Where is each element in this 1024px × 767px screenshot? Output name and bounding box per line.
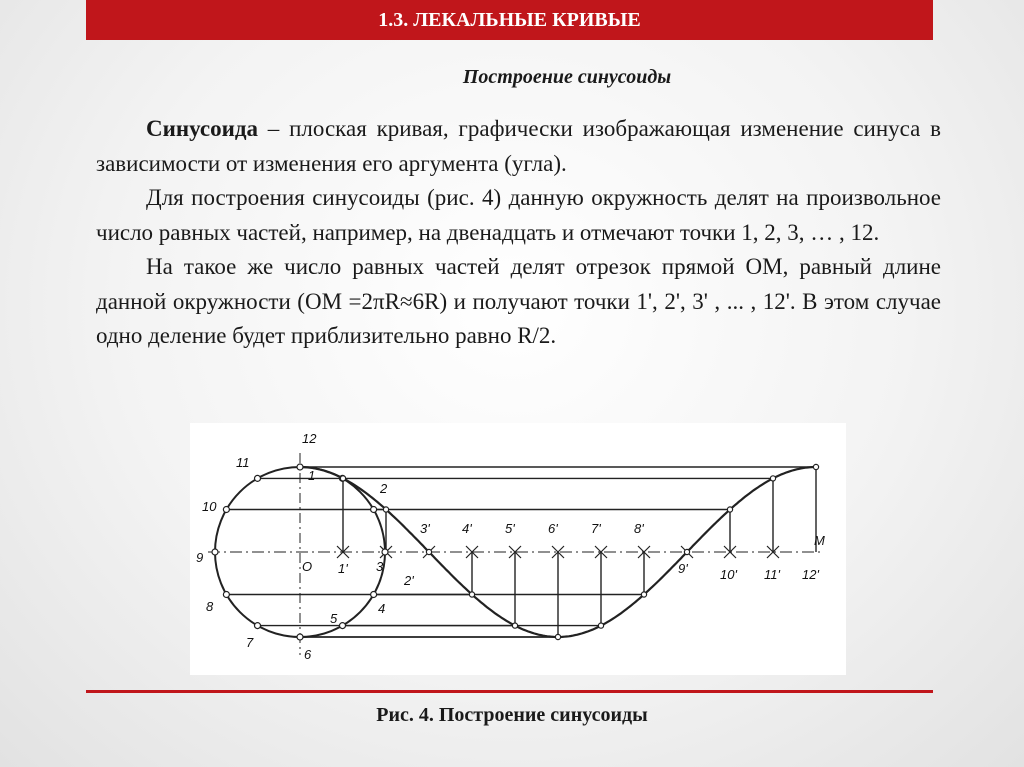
curve-point-2 xyxy=(383,507,388,512)
label-axis-2: 2' xyxy=(404,573,414,588)
paragraph-circle-division: Для построения синусоиды (рис. 4) данную окружность делят на произвольное число равных частей, например, на двенадцать и отмечают точки 1, 2, 3, … , 12. xyxy=(96,185,941,245)
label-axis-9: 9' xyxy=(678,561,688,576)
label-axis-10: 10' xyxy=(720,567,737,582)
label-axis-7: 7' xyxy=(591,521,601,536)
slide-title-bar xyxy=(86,0,933,40)
label-axis-4: 4' xyxy=(462,521,472,536)
circle-point-6 xyxy=(297,634,303,640)
label-axis-6: 6' xyxy=(548,521,558,536)
label-axis-m: M xyxy=(814,533,825,548)
curve-point-8 xyxy=(641,592,646,597)
label-axis-5: 5' xyxy=(505,521,515,536)
label-circle-10: 10 xyxy=(202,499,217,514)
paragraph-definition xyxy=(96,112,941,181)
circle-point-10 xyxy=(223,507,229,513)
bottom-divider xyxy=(86,690,933,693)
curve-point-3 xyxy=(426,549,431,554)
label-circle-3: 3 xyxy=(376,559,384,574)
label-circle-8: 8 xyxy=(206,599,214,614)
curve-point-12 xyxy=(813,464,818,469)
label-axis-12: 12' xyxy=(802,567,819,582)
curve-point-6 xyxy=(555,634,560,639)
label-axis-1: 1' xyxy=(338,561,348,576)
term-sinusoid: Синусоида xyxy=(146,116,259,141)
circle-point-8 xyxy=(223,592,229,598)
curve-point-11 xyxy=(770,476,775,481)
label-circle-6: 6 xyxy=(304,647,312,662)
sinusoid-diagram xyxy=(190,423,846,675)
definition-text: – плоская кривая, графически изображающая изменение синуса в зависимости от изменения его аргумента (угла). xyxy=(96,116,941,176)
curve-point-7 xyxy=(598,623,603,628)
label-circle-4: 4 xyxy=(378,601,386,616)
circle-point-2 xyxy=(371,507,377,513)
label-circle-9: 9 xyxy=(196,550,204,565)
label-axis-3: 3' xyxy=(420,521,430,536)
circle-point-5 xyxy=(340,623,346,629)
label-circle-7: 7 xyxy=(246,635,254,650)
label-origin: O xyxy=(302,559,313,574)
slide-title: 1.3. ЛЕКАЛЬНЫЕ КРИВЫЕ xyxy=(378,8,641,31)
label-circle-5: 5 xyxy=(330,611,338,626)
curve-point-10 xyxy=(727,507,732,512)
circle-point-12 xyxy=(297,464,303,470)
paragraph-segment-division: На такое же число равных частей делят отрезок прямой ОМ, равный длине данной окружности (ОМ =2πR≈6R) и получают точки 1', 2', 3' , ... , 12'. В этом случае одно деление будет приблизительно равно R/2. xyxy=(96,254,941,348)
label-axis-8: 8' xyxy=(634,521,644,536)
circle-point-3 xyxy=(382,549,388,555)
label-circle-2: 2 xyxy=(380,481,388,496)
curve-point-9 xyxy=(684,549,689,554)
label-circle-12: 12 xyxy=(302,431,317,446)
label-axis-11: 11' xyxy=(764,567,780,582)
label-circle-11: 11 xyxy=(236,455,250,470)
figure-caption: Рис. 4. Построение синусоиды xyxy=(376,704,648,726)
sinusoid-construction-figure xyxy=(190,423,846,675)
circle-point-4 xyxy=(371,592,377,598)
curve-point-5 xyxy=(512,623,517,628)
label-circle-1: 1 xyxy=(308,468,316,483)
body-text xyxy=(96,112,941,354)
section-subtitle: Построение синусоиды xyxy=(462,66,672,88)
curve-point-4 xyxy=(469,592,474,597)
circle-point-9 xyxy=(212,549,218,555)
curve-point-1 xyxy=(340,476,345,481)
circle-point-7 xyxy=(255,623,261,629)
circle-point-11 xyxy=(255,475,261,481)
